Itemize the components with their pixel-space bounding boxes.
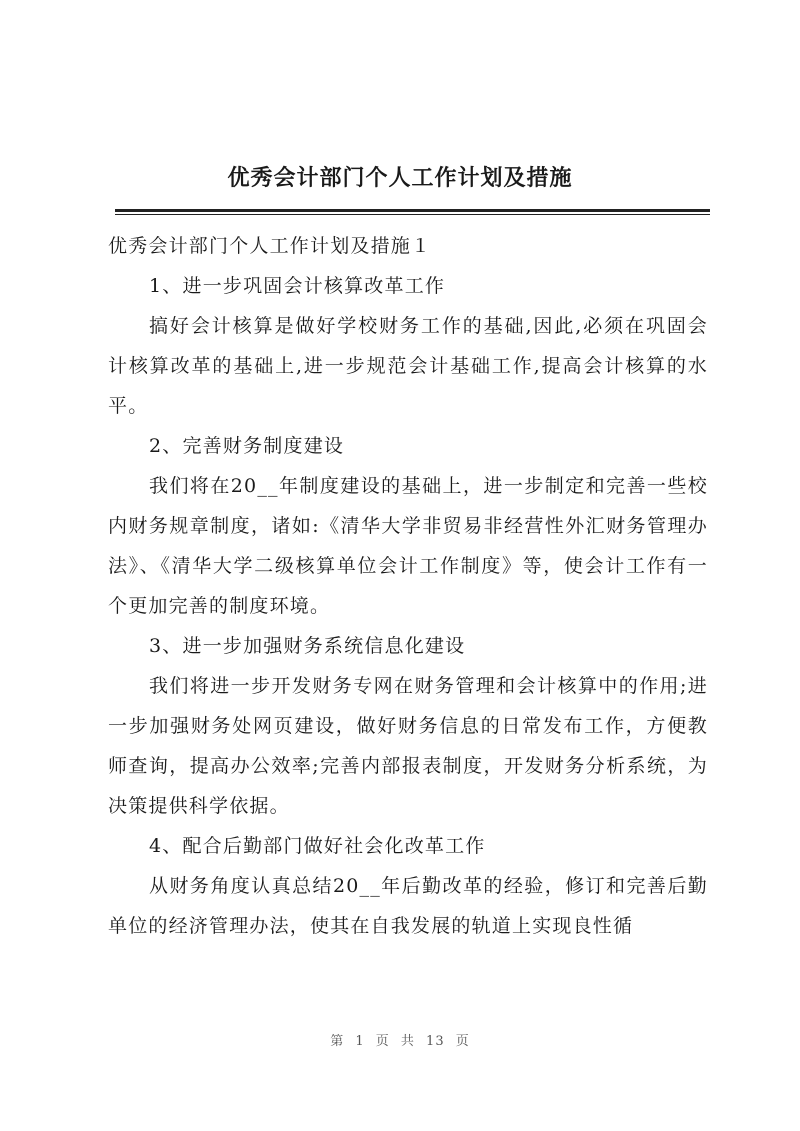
title-divider-thick bbox=[115, 209, 710, 212]
document-body bbox=[108, 226, 708, 946]
section-paragraph: 我们将进一步开发财务专网在财务管理和会计核算中的作用;进一步加强财务处网页建设，做好财务信息的日常发布工作，方便教师查询，提高办公效率;完善内部报表制度，开发财务分析系统，为决策提供科学依据。 bbox=[108, 675, 708, 817]
section-heading: 4、配合后勤部门做好社会化改革工作 bbox=[149, 835, 486, 857]
section-paragraph: 从财务角度认真总结20__年后勤改革的经验，修订和完善后勤单位的经济管理办法，使其在自我发展的轨道上实现良性循 bbox=[108, 875, 708, 937]
section-paragraph: 我们将在20__年制度建设的基础上，进一步制定和完善一些校内财务规章制度，诸如:《清华大学非贸易非经营性外汇财务管理办法》、《清华大学二级核算单位会计工作制度》等，使会计工作有一个更加完善的制度环境。 bbox=[108, 475, 708, 617]
document-title: 优秀会计部门个人工作计划及措施 bbox=[227, 165, 573, 191]
section-paragraph: 搞好会计核算是做好学校财务工作的基础,因此,必须在巩固会计核算改革的基础上,进一步规范会计基础工作,提高会计核算的水平。 bbox=[108, 315, 708, 417]
page-number-footer: 第 1 页 共 13 页 bbox=[330, 1034, 470, 1049]
document-subtitle: 优秀会计部门个人工作计划及措施１ bbox=[108, 235, 432, 257]
section-heading: 1、进一步巩固会计核算改革工作 bbox=[149, 275, 446, 297]
section-heading: 2、完善财务制度建设 bbox=[149, 435, 345, 457]
section-heading: 3、进一步加强财务系统信息化建设 bbox=[149, 635, 466, 657]
title-divider-thin bbox=[115, 214, 710, 215]
